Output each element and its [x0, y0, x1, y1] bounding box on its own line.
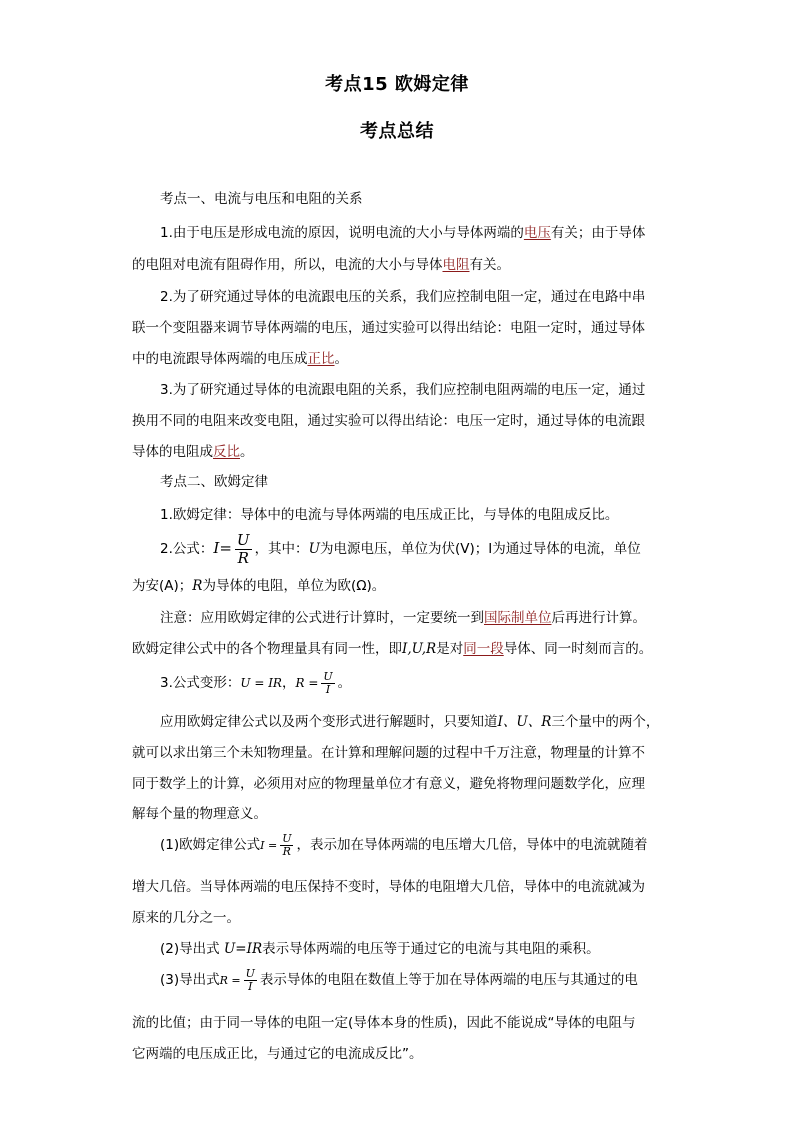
fraction: [235, 532, 252, 567]
text: 欧姆定律公式中的各个物理量具有同一性，即: [132, 641, 402, 657]
text: ，: [281, 675, 296, 691]
fraction-numerator: U: [245, 966, 255, 980]
text: 1.由于电压是形成电流的原因，说明电流的大小与导体两端的: [160, 225, 524, 241]
text: 表示导体的电阻在数值上等于加在导体两端的电压与其通过的电: [259, 972, 638, 988]
text: 的电阻对电流有阻碍作用，所以，电流的大小与导体: [132, 257, 443, 273]
paragraph-line: [132, 575, 385, 597]
underlined-keyword: 国际制单位: [484, 610, 552, 626]
text: 为电源电压，单位为伏(V)；I为通过导体的电流，单位: [319, 541, 641, 557]
text: (2)导出式: [160, 941, 224, 957]
text: 导体、同一时刻而言的。: [503, 641, 653, 657]
text: 为安(A)；: [132, 578, 193, 594]
text: 。: [334, 351, 348, 367]
fraction-denominator: R: [237, 548, 249, 567]
paragraph-line: 就可以求出第三个未知物理量。在计算和理解问题的过程中千万注意，物理量的计算不: [132, 745, 645, 761]
formula-line: [160, 830, 647, 861]
paragraph-line: [160, 938, 600, 960]
paragraph-line: 增大几倍。当导体两端的电压保持不变时，导体的电阻增大几倍，导体中的电流就减为: [132, 879, 645, 895]
underlined-keyword: 电压: [523, 225, 551, 241]
text: 注意：应用欧姆定律的公式进行计算时，一定要统一到: [160, 610, 484, 626]
section-heading-1: 考点一、电流与电压和电阻的关系: [160, 191, 363, 207]
text: (1)欧姆定律公式: [160, 837, 261, 853]
page-subtitle: 考点总结: [360, 121, 434, 142]
paragraph-line: 3.为了研究通过导体的电流跟电阻的关系，我们应控制电阻两端的电压一定，通过: [160, 382, 646, 398]
text: 有关。: [469, 257, 510, 273]
paragraph-line: [132, 638, 652, 660]
fraction-numerator: U: [282, 831, 292, 845]
underlined-keyword: 同一段: [463, 641, 504, 657]
fraction-denominator: R: [282, 844, 291, 858]
formula-var: R: [192, 578, 203, 594]
paragraph-line: 它两端的电压成正比，与通过它的电流成反比”。: [132, 1046, 423, 1062]
text: (3)导出式: [160, 972, 220, 988]
fraction-denominator: I: [325, 682, 331, 696]
text: 应用欧姆定律公式以及两个变形式进行解题时，只要知道: [160, 714, 498, 730]
formula-line: [160, 965, 638, 996]
fraction: [321, 671, 334, 696]
text: 后再进行计算。: [551, 610, 646, 626]
text: ，表示加在导体两端的电压增大几倍，导体中的电流就随着: [296, 837, 648, 853]
formula-line: [160, 668, 351, 698]
text: 表示导体两端的电压等于通过它的电流与其电阻的乘积。: [262, 941, 600, 957]
text: 为导体的电阻，单位为欧(Ω)。: [202, 578, 386, 594]
paragraph-line: [160, 711, 659, 733]
paragraph-line: [132, 254, 510, 276]
paragraph-line: 联一个变阻器来调节导体两端的电压，通过实验可以得出结论：电阻一定时，通过导体: [132, 320, 645, 336]
paragraph-line: [160, 222, 645, 244]
fraction: [244, 968, 257, 993]
text: ，其中：: [254, 541, 309, 557]
text: 导体的电阻成: [132, 444, 213, 460]
paragraph-line: [132, 348, 348, 370]
text: 3.公式变形：: [160, 675, 241, 691]
formula-line: [160, 530, 641, 567]
formula-var: U: [308, 541, 320, 557]
fraction-numerator: U: [323, 669, 333, 683]
formula: U = IR: [240, 676, 282, 690]
text: 。: [240, 444, 254, 460]
fraction-numerator: U: [236, 530, 250, 549]
paragraph-line: 流的比值；由于同一导体的电阻一定(导体本身的性质)，因此不能说成“导体的电阻与: [132, 1015, 636, 1031]
formula-vars: I,U,R: [402, 641, 437, 657]
paragraph-line: 同于数学上的计算，必须用对应的物理量单位才有意义，避免将物理问题数学化，应理: [132, 776, 645, 792]
fraction: [280, 833, 293, 858]
section-heading-2: 考点二、欧姆定律: [160, 474, 268, 490]
paragraph-line: [132, 441, 254, 463]
paragraph-line: 解每个量的物理意义。: [132, 806, 267, 822]
formula-eq: =: [219, 539, 232, 557]
text: 。: [337, 675, 352, 691]
paragraph-line: [160, 607, 646, 629]
paragraph-line: 换用不同的电阻来改变电阻，通过实验可以得出结论：电压一定时，通过导体的电流跟: [132, 413, 645, 429]
formula: U=IR: [223, 941, 263, 957]
underlined-keyword: 电阻: [442, 257, 470, 273]
underlined-keyword: 反比: [213, 444, 240, 460]
formula-var: I: [213, 539, 220, 557]
formula-vars: I、U、R: [497, 714, 552, 730]
text: 三个量中的两个，: [551, 714, 660, 730]
underlined-keyword: 正比: [307, 351, 335, 367]
text: 2.公式：: [160, 541, 214, 557]
page-title: 考点15 欧姆定律: [325, 74, 469, 95]
text: 中的电流跟导体两端的电压成: [132, 351, 308, 367]
paragraph-line: 2.为了研究通过导体的电流跟电压的关系，我们应控制电阻一定，通过在电路中串: [160, 289, 646, 305]
formula: I =: [260, 839, 278, 852]
paragraph-line: 1.欧姆定律：导体中的电流与导体两端的电压成正比，与导体的电阻成反比。: [160, 507, 619, 523]
text: 是对: [436, 641, 464, 657]
text: 有关；由于导体: [550, 225, 646, 241]
paragraph-line: 原来的几分之一。: [132, 910, 240, 926]
formula: R =: [295, 676, 319, 690]
fraction-denominator: I: [248, 979, 253, 993]
formula: R =: [219, 974, 241, 987]
